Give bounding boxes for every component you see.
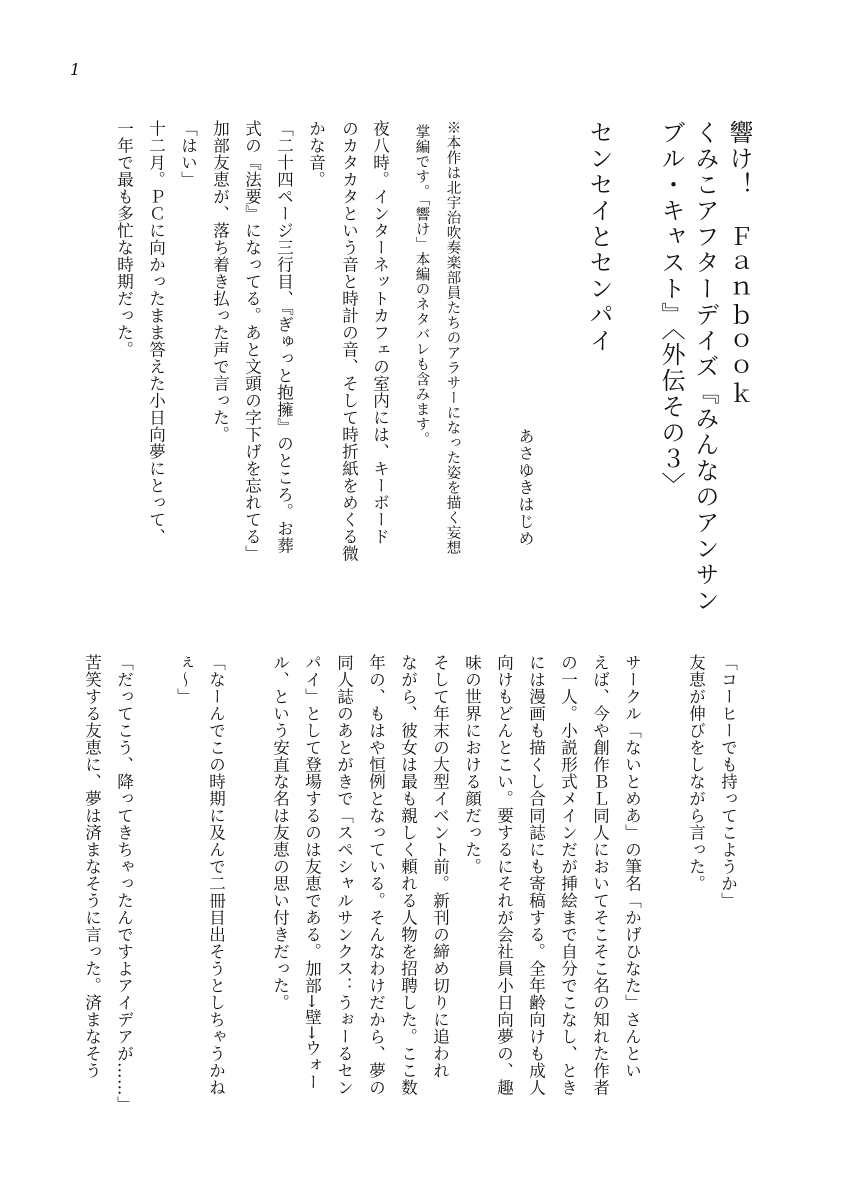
bottom-body-line: 年の、もはや恒例となっている。そんなわけだから、夢の: [366, 654, 386, 1096]
top-body-line: 一年で最も多忙な時期だった。: [114, 120, 134, 358]
bottom-body-line: 「コーヒーでも持ってこようか」: [718, 654, 738, 909]
note-line-2: 掌編です。「響け」本編のネタバレも含みます。: [413, 124, 430, 447]
bottom-body-line: には漫画も描くし合同誌にも寄稿する。全年齢向けも成人: [526, 654, 546, 1096]
bottom-body-line: そして年末の大型イベント前。新刊の締め切りに追われ: [430, 654, 450, 1079]
bottom-body-line: ル、という安直な名は友恵の思い付きだった。: [270, 654, 290, 1011]
bottom-body-line: 「だってこう、降ってきちゃったんですよアイデアが……」: [114, 654, 134, 1113]
bottom-body-line: 味の世界における顔だった。: [462, 654, 482, 875]
bottom-body-line: サークル「ないとめあ」の筆名「かげひなた」さんとい: [622, 654, 642, 1079]
author-name: あさゆきはじめ: [516, 428, 535, 547]
title-line-3: ブル・キャスト』〈外伝その３〉: [657, 120, 685, 498]
bottom-body-line: 友恵が伸びをしながら言った。: [686, 654, 706, 892]
bottom-body-line: ぇ〜」: [174, 654, 194, 705]
top-body-line: 夜八時。インターネットカフェの室内には、キーボード: [370, 120, 390, 545]
top-body-line: 「二十四ページ三行目、『ぎゅっと抱擁』のところ。お葬: [274, 120, 294, 554]
bottom-body-line: 向けもどんとこい。要するにそれが会社員小日向夢の、趣: [494, 654, 514, 1096]
top-body-line: かな音。: [306, 120, 326, 188]
bottom-body-line: 「なーんでこの時期に及んで二冊目出そうとしちゃうかね: [206, 654, 226, 1096]
top-body-line: 「はい」: [178, 120, 198, 188]
top-body-line: のカタカタという音と時計の音、そして時折紙をめくる微: [339, 120, 359, 562]
page-number: 1: [70, 60, 81, 79]
bottom-body-line: 苦笑する友恵に、夢は済まなそうに言った。済まなそう: [82, 654, 102, 1079]
title-line-1: 響け！ Ｆａｎｂｏｏｋ: [725, 120, 753, 406]
bottom-body-line: 同人誌のあとがきで「スペシャルサンクス：うぉーるセン: [334, 654, 354, 1096]
note-line-1: ※本作は北宇治吹奏楽部員たちのアラサーになった姿を描く妄想: [444, 120, 461, 555]
bottom-body-line: の一人。小説形式メインだが挿絵まで自分でこなし、とき: [558, 654, 578, 1096]
top-body-line: 十二月。ＰＣに向かったまま答えた小日向夢にとって、: [146, 120, 166, 545]
bottom-body-line: ながら、彼女は最も親しく頼れる人物を招聘した。ここ数: [398, 654, 418, 1096]
bottom-body-line: えば、今や創作ＢＬ同人においてそこそこ名の知れた作者: [590, 654, 610, 1096]
title-line-2: くみこアフターデイズ『みんなのアンサン: [691, 120, 719, 614]
top-body-line: 式の『法要』になってる。あと文頭の字下げを忘れてる」: [242, 120, 262, 562]
top-body-line: 加部友恵が、落ち着き払った声で言った。: [210, 120, 230, 443]
title-subtitle: センセイとセンパイ: [585, 120, 613, 354]
bottom-body-line: パイ」として登場するのは友恵である。加部→壁→ウォー: [302, 654, 322, 1091]
